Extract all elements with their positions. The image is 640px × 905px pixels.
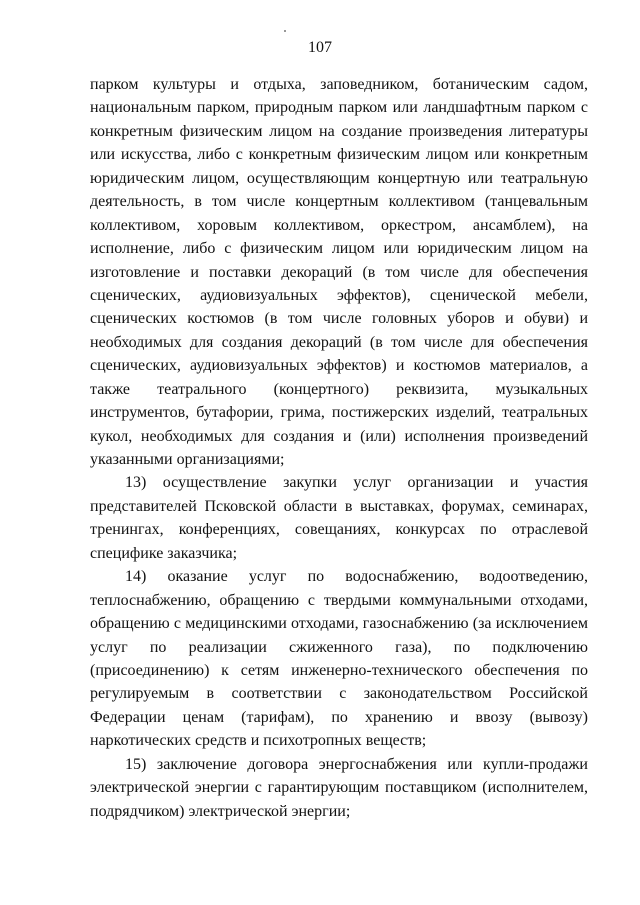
text-line: национальным парком, природным парком или ландшафтным парком с xyxy=(90,99,588,117)
text-line: сценических костюмов (в том числе головных уборов и обуви) и xyxy=(90,310,588,328)
scan-speck xyxy=(284,30,286,32)
paragraph-15-first-line: 15) заключение договора энергоснабжения или купли-продажи xyxy=(125,755,588,773)
text-line: парком культуры и отдыха, заповедником, ботаническим садом, xyxy=(90,76,588,93)
text-line: Федерации ценам (тарифам), по хранению и ввозу (вывозу) xyxy=(90,708,588,726)
text-line: услуг по реализации сжиженного газа), по подключению xyxy=(90,638,588,656)
text-line: обращению с медицинскими отходами, газоснабжению (за исключением xyxy=(90,615,588,633)
text-line: подрядчиком) электрической энергии; xyxy=(90,802,351,820)
text-line: изготовление и поставки декораций (в том числе для обеспечения xyxy=(90,263,588,281)
text-line: инструментов, бутафории, грима, постижерских изделий, театральных xyxy=(90,404,588,422)
text-line: (присоединению) к сетям инженерно-технического обеспечения по xyxy=(90,661,588,679)
paragraph-13-first-line: 13) осуществление закупки услуг организации и участия xyxy=(125,474,588,492)
text-line: наркотических средств и психотропных веществ; xyxy=(90,732,427,750)
text-line: необходимых для создания декораций (в том числе для обеспечения xyxy=(90,333,588,351)
text-line: также театрального (концертного) реквизита, музыкальных xyxy=(90,380,588,398)
text-line: конкретным физическим лицом на создание произведения литературы xyxy=(90,122,588,140)
text-line: регулируемым в соответствии с законодательством Российской xyxy=(90,685,588,703)
text-line: сценических, аудиовизуальных эффектов), сценической мебели, xyxy=(90,286,588,304)
text-line: представителей Псковской области в выставках, форумах, семинарах, xyxy=(90,497,588,515)
text-line: указанными организациями; xyxy=(90,451,285,468)
text-line: теплоснабжению, обращению с твердыми коммунальными отходами, xyxy=(90,591,588,609)
page-number: 107 xyxy=(308,39,332,56)
text-line: специфике заказчика; xyxy=(90,544,238,562)
text-line: тренингах, конференциях, совещаниях, конкурсах по отраслевой xyxy=(90,521,588,539)
text-line: юридическим лицом, осуществляющим концертную или театральную xyxy=(90,169,588,187)
paragraph-14-first-line: 14) оказание услуг по водоснабжению, водоотведению, xyxy=(125,568,588,586)
text-line: деятельность, в том числе концертным коллективом (танцевальным xyxy=(90,193,588,211)
text-line: исполнение, либо с физическим лицом или юридическим лицом на xyxy=(90,240,588,258)
text-line: или искусства, либо с конкретным физическим лицом или конкретным xyxy=(90,146,588,164)
text-line: коллективом, хоровым коллективом, оркестром, ансамблем), на xyxy=(90,216,588,234)
text-line: сценических, аудиовизуальных эффектов) и костюмов материалов, а xyxy=(90,357,588,375)
document-body xyxy=(90,73,588,823)
text-line: кукол, необходимых для создания и (или) исполнения произведений xyxy=(90,427,588,445)
text-line: электрической энергии с гарантирующим поставщиком (исполнителем, xyxy=(90,779,588,797)
